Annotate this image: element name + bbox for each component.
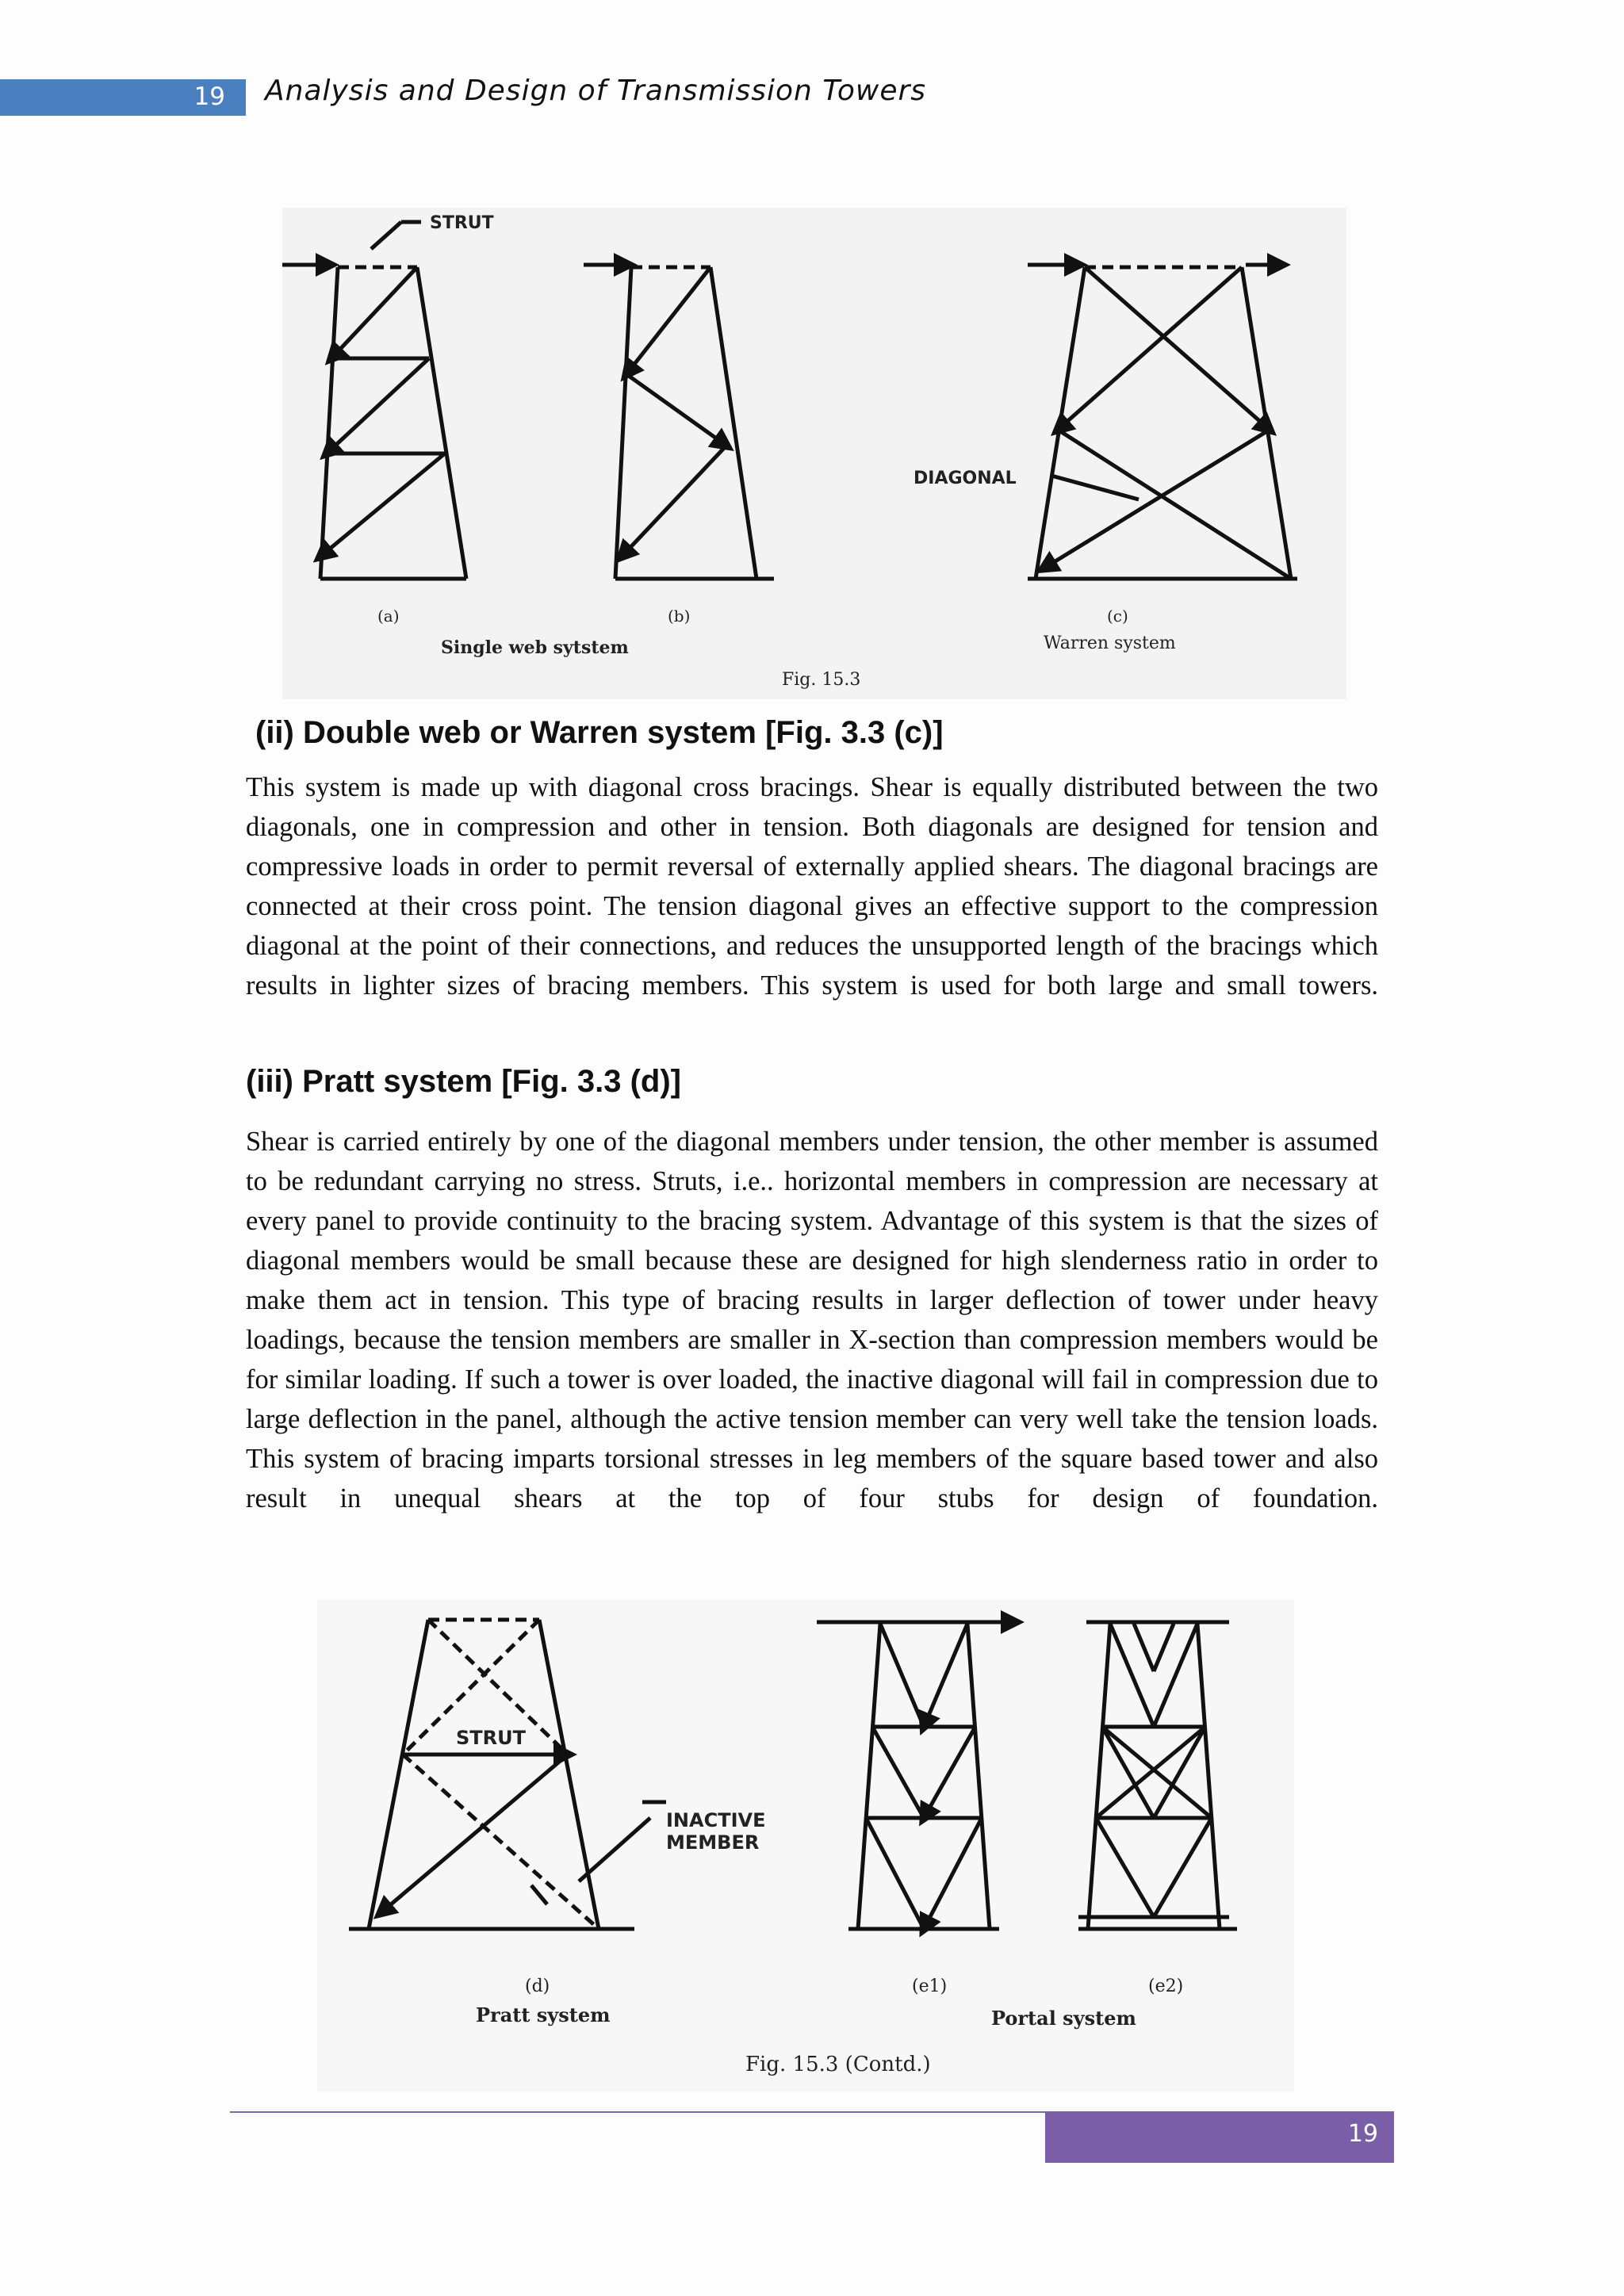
warren-caption: Warren system bbox=[1044, 633, 1176, 653]
section-ii-paragraph: This system is made up with diagonal cross bracings. Shear is equally distributed between the two diagonals, one in compression and other in tension. Both diagonals are designed for tension and compressive loads in order to permit reversal of externally applied shears. The diagonal bracings are connected at their cross point. The tension diagonal gives an effective support to the compression diagonal at the point of their connections, and reduces the unsupported length of the bracings which results in lighter sizes of bracing members. This system is used for both large and small towers. bbox=[246, 772, 1378, 1001]
strut-label: STRUT bbox=[430, 213, 494, 233]
label-b: (b) bbox=[668, 607, 691, 626]
footer-page-tab bbox=[1045, 2112, 1394, 2163]
inactive-label-line1: INACTIVE bbox=[666, 1809, 766, 1831]
figure-bracing-single-warren bbox=[282, 208, 1346, 699]
footer-page-number: 19 bbox=[1347, 2120, 1378, 2148]
strut-label-pratt: STRUT bbox=[456, 1727, 526, 1749]
label-e2: (e2) bbox=[1148, 1976, 1184, 1996]
tower-e2-diagram bbox=[1078, 1622, 1237, 1929]
tower-b-diagram bbox=[584, 265, 774, 579]
section-iii-heading: (iii) Pratt system [Fig. 3.3 (d)] bbox=[246, 1064, 681, 1099]
section-iii-paragraph: Shear is carried entirely by one of the diagonal members under tension, the other member is assumed to be redundant carrying no stress. Struts, i.e.. horizontal members in compression are necessary at every panel to provide continuity to the bracing system. Advantage of this system is that the sizes of diagonal members would be small because these are designed for high slenderness ratio in order to make them act in tension. This type of bracing results in larger deflection of tower under heavy loadings, because the tension members are smaller in X-section than compression members would be for similar loading. If such a tower is over loaded, the inactive diagonal will fail in compression due to large deflection in the panel, although the active tension member can very well take the tension loads. This system of bracing imparts torsional stresses in leg members of the square based tower and also result in unequal shears at the top of four stubs for design of foundation. bbox=[246, 1127, 1378, 1513]
label-a: (a) bbox=[377, 607, 400, 626]
header-page-tab bbox=[0, 79, 246, 116]
label-c: (c) bbox=[1107, 607, 1128, 626]
figure-bracing-pratt-portal bbox=[317, 1600, 1294, 2091]
inactive-label-line2: MEMBER bbox=[666, 1831, 760, 1854]
pratt-caption: Pratt system bbox=[476, 2003, 611, 2026]
label-d: (d) bbox=[525, 1976, 550, 1996]
section-ii-heading: (ii) Double web or Warren system [Fig. 3.3 (c)] bbox=[255, 715, 944, 750]
running-title: Analysis and Design of Transmission Towers bbox=[265, 75, 927, 107]
tower-a-diagram bbox=[282, 222, 466, 579]
tower-c-diagram bbox=[1028, 265, 1297, 579]
label-e1: (e1) bbox=[912, 1976, 948, 1996]
top-figure-caption: Fig. 15.3 bbox=[782, 670, 861, 690]
header-page-number: 19 bbox=[193, 82, 225, 111]
bottom-figure-caption: Fig. 15.3 (Contd.) bbox=[745, 2053, 931, 2076]
portal-caption: Portal system bbox=[991, 2007, 1136, 2030]
single-web-caption: Single web sytstem bbox=[441, 637, 629, 658]
diagonal-label: DIAGONAL bbox=[914, 469, 1017, 488]
tower-d-diagram bbox=[349, 1620, 666, 1929]
